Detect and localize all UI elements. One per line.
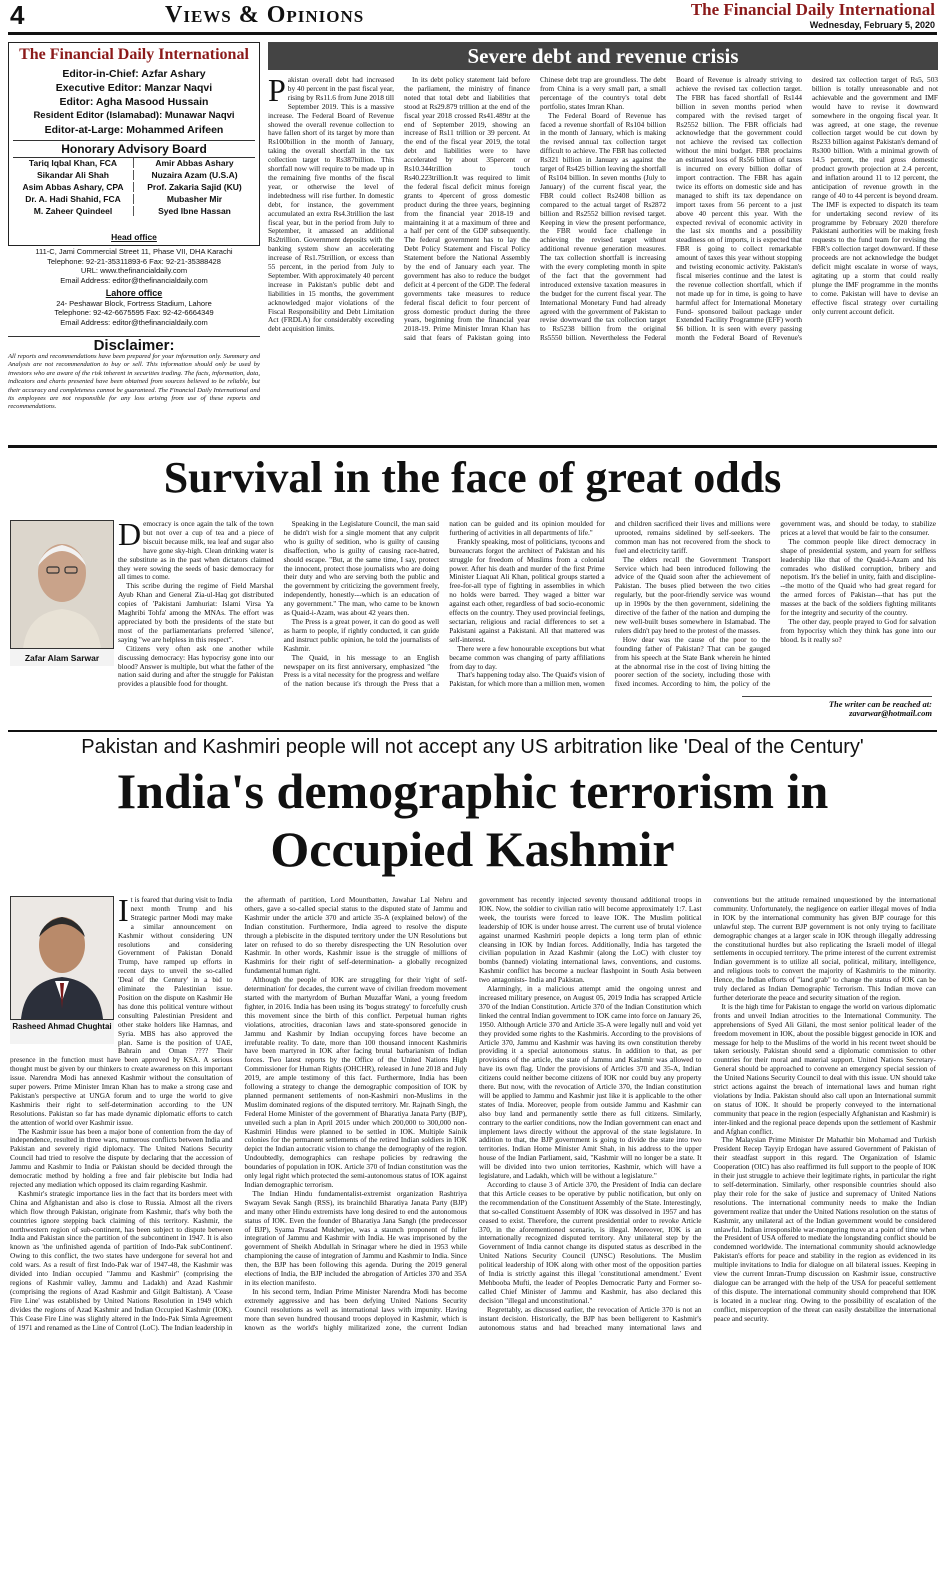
article-body <box>118 520 936 725</box>
article-paragraph: The Press is a great power, it can do good as well as harm to people, if rightly conducted, it can guide and instruct public opinion, he told the journalists of Kashmir. <box>283 616 440 653</box>
article-paragraph: How dear was the cause of the poor to the founding father of Pakistan? That can be gauged from his speech at the State Bank wherein he hinted at the abnormal rise in the cost of living hitting the poorer section of the society, including those with fixed incomes. According to him, the policy of the government was, and should be today, to stabilize prices at a level that would be fair to the consumer. <box>614 520 936 689</box>
article-paragraph: Democracy is once again the talk of the town but not over a cup of tea and a piece of biscuit because milk, tea leaf and sugar also have gone sky-high. Clean drinking water is the substitute as in the past when dictators claimed they were sowing the seeds of basic democracy for all times to come. <box>118 520 274 582</box>
article-headline-line-2: Occupied Kashmir <box>270 821 675 877</box>
article-paragraph: The Indian Hindu fundamentalist-extremist organization Rashtriya Swayam Sevak Sangh (RSS), its brainchild Bharatiya Janata Party (BJP) and many other Hindu extremists have long desired to end the autonomous status of IOK. Even the founder of Bharatiya Jana Sangh (the predecessor of BJP), Syama Prasad Mukherjee, was a staunch proponent of fuller integration of Jammu and Kashmir with India. He was imprisoned by the government of Sheikh Abdullah in Srinagar where he died in 1953 while championing the cause of integration of Jammu and Kashmir to India. Since then, the BJP has been following this agenda. During the 2019 general elections of India, the BJP included the abrogation of Articles 370 and 35A in its election manifesto. <box>244 1188 467 1287</box>
article-paragraph: Although the people of IOK are struggling for their 'right of self-determination' for decades, the current wave of civilian freedom movement started with the martyrdom of Burhan Muzaffar Wani, a young freedom fighter, in 2016. India has been using its 'bogus strategy' to forcefully crush this movement since the birth of this conflict. Perpetual human rights violations, atrocities, draconian laws and state-sponsored genocide in Jammu and Kashmir by Indian occupying forces have become an irrefutable reality. To date, more than 100 thousand innocent Kashmiris have been martyred in IOK after facing brutal barbarianism of Indian forces. Two latest reports by the Office of the United Nations High Commissioner for Human Rights (OHCHR), released in June 2018 and July 2019, are ample testimony of this fact. Furthermore, India has been following a strategy to change the demographic composition of IOK by planned permanent settlements of non-Kashmiri non-Muslims in the Muslim dominated regions of the disputed territory. Mr. Rajnath Singh, the Federal Home Minister of the government of Bharatiya Janata Party (BJP), unveiled such a plan in April 2015 under which 200,000 to 300,000 non-Kashmiri Hindus were planned to be settled in IOK. Multiple Sainik colonies for the permanent settlements of the retired Indian soldiers in IOK depict the Indian autocratic vision to change the demography of the region. Undoubtedly, demographics can reshape policies by redrawing the boundaries of population in IOK. Article 370 of Indian constitution was the only legal right which protected the semi-autonomous status of IOK against Indian demographic terrorism. <box>244 975 467 1189</box>
author-photo <box>10 520 114 666</box>
advisory-board-title: Honorary Advisory Board <box>13 140 255 158</box>
section-divider <box>8 730 937 732</box>
editorial-headline: Severe debt and revenue crisis <box>268 42 938 70</box>
masthead-logo: The Financial Daily International <box>19 46 249 63</box>
advisory-member: Nuzaira Azam (U.S.A) <box>151 170 238 180</box>
article-paragraph: The Malaysian Prime Minister Dr Mahathir bin Mohamad and Turkish President Recep Tayyip Erdogan have assured Government of Pakistan of their steadfast support in this regard. The Organization of Islamic Cooperation (OIC) has also reaffirmed its full support to the people of IOK in their just struggle to achieve their legitimate rights, in particular the right to self-determination. Similarly, other responsible countries should also play their role for the sake of justice and supremacy of United Nations resolutions. The international community needs to make the Indian government realize that under the United Nations resolution on the status of Kashmir, any unilateral act of the Indian government would be considered unlawful. Indian irresponsible war-mongering move at a point of time when the President of USA offered to mediate the longstanding conflict should be condemned worldwide. The international community should acknowledge Pakistan's efforts for peace and stability in the region as evidenced in its multiple invitations to India for dialogue on all bilateral issues. Keeping in view the current Imran-Trump discussion on Kashmir issue, constructive dialogue can be arranged with the help of the USA for peaceful settlement of this dispute. The international community should comprehend that IOK is located in a nuclear ring. Owing to the possibility of escalation of the conflict, misperception of the threat can easily destabilize the international peace and security. <box>713 1135 936 1323</box>
masthead-box <box>8 42 260 246</box>
article-body <box>10 896 936 1566</box>
newspaper-name: The Financial Daily International <box>690 0 935 19</box>
writer-contact-note: The writer can be reached at: <box>742 696 932 709</box>
lahore-office-line: Telephone: 92-42-6675595 Fax: 92-42-6664349 <box>54 308 214 317</box>
head-office-line: URL: www.thefinancialdaily.com <box>80 266 188 275</box>
staff-editor-at-large: Editor-at-Large: Mohammed Arifeen <box>44 124 224 136</box>
advisory-member: Sikandar Ali Shah <box>13 170 134 180</box>
article-paragraph: It is feared that during visit to India next month Trump and his Strategic partner Modi may make a similar announcement on Kashmir without considering UN resolutions and considering Government of Pakistan Donald Trump, have ramped up efforts in recent days to unveil the so-called 'Deal of the Century' in a bid to eliminate the Palestinian issue. Position on the dispute on Kashmir He has done this political venture without consulting Palestinian President and other stake holders like Hamnas, and Syria. MBS has also approved the plan. Same is the position of UAE, Bahrain and Oman ???? Their presence in the function must have been approved by KSA. A serious thought must be given by our thinkers to create awareness on this important issue. Narendra Modi has annexed Kashmir without the consultation of super powers. Prime Minister Imran Khan has to make a strong case and Pakistan's perspective at UNGA forum and to urge the world to give Kashmiris their right to self-determination according to the UN Resolutions. Pakistan so far has made dynamic diplomatic efforts to catch the attention of world over Kashmir issue. <box>10 896 233 1127</box>
head-office-line: Email Address: editor@thefinancialdaily.com <box>60 275 208 285</box>
staff-executive-editor: Executive Editor: Manzar Naqvi <box>55 82 213 94</box>
article-paragraph: According to clause 3 of Article 370, the President of India can declare that this Article ceases to be operative by public notification, but only on the recommendation of the Constituent Assembly of the State. Interestingly, that so-called Constituent Assembly of IOK was dissolved in 1957 and has ceased to exist. Therefore, the current presidential order to revoke Article 370, in the aforementioned scenario, is illegal. Moreover, IOK is an internationally recognized disputed territory. Any unilateral step by the Government of India cannot change its disputed status as described in the United Nations Security Council (UNSC) Resolutions. The Muslim political leadership of IOK along with other most of the opposition parties of India is strictly against this illegal 'constitutional amendment.' Event Mehbooba Mufti, the leader of Peoples Democratic Party and Former so-called Chief Minister of Jammu and Kashmir, has also declared this decision "illegal and unconstitutional." <box>479 1180 702 1305</box>
article-paragraph: The elders recall the Government Transport Service which had been introduced following the advice of the Quaid soon after the achievement of Pakistan. The buses plied between the two cities regularly, but the poor-friendly service was wound up in 1990s by the then government, sidelining the directive of the father of the nation and dumping the new well-built buses somewhere in Islamabad. The rulers didn't pay heed to the protest of the masses. <box>614 554 771 635</box>
author-portrait-image <box>11 521 113 649</box>
editorial-paragraph: The Federal Board of Revenue has faced a revenue shortfall of Rs104 billion in the month of January, which is making the revised annual tax collection target difficult to achieve. The FBR has collected Rs321 billion in January as against the target of Rs425 billion leaving the shortfall of Rs104 billion. In seven months (July to January) of the current fiscal year, the FBR could collect Rs2408 billion as compared to the actual target of Rs2872 billion and Rs2552 billion revised target. Keeping in view the present performance, the FBR would face challenge in achieving the revised target without additional revenue generation measures. The tax collection shortfall is increasing with the every completing month in spite of the fact that the government had introduced extensive taxation measures in the budget for the current fiscal year. The International Monetary Fund had already agreed with the government of Pakistan to revise downward the tax collection target to Rs5238 billion from the original Rs5550 billion. Nevertheless the Federal Board of Revenue is already striving to achieve the revised tax collection target. The FBR has faced shortfall of Rs144 billion in seven months period when compared with the revised target of Rs2552 billion. The FBR officials had acknowledge that the government could not achieve the revised tax collection without the mini budget. FBR proclaims an estimated loss of Rs56 billion of taxes is incurred on every billion dollar of import contraction. The FBR has again twice its efforts on domestic side and has managed to shift its tax dependance on import taxes from 56 percent to a just above 40 percent this year. With the expected revival of economic activity in the last six months and a possibility steadiness on of imports, it is expected that FBR is going to collect remarkable amount of taxes this year without stopping and twisting economic activity. Pakistan's fiscal miseries continue and the latest is the revenue collection shortfall, which if not made up for in time, is going to have harmful affect for International Monetary Fund- sponsored bailout package under Extended Facility Programme (EFF) worth $6 billion. It is seen with every passing month the Federal Board of Revenue's desired tax collection target of Rs5, 503 billion is totally unreasonable and not achievable and the government and IMF would have to revise it downward somewhere in the ongoing fiscal year. It was agreed, at one stage, the revenue collection target would be cut down by Rs233 billion against Pakistan's demand of Rs300 billion. With a minimal growth of 14.5 percent, the real gross domestic product growth projection at 2.4 percent, and inflation around 11 to 12 percent, the anticipation of revenue growth in the range of 40 to 44 percent is beyond dream. The IMF is expected to dispatch its team for undertaking second review of its programme by February 2020 therefore Pakistani authorities will be making fresh requests to the fund team for revising the FBR's collection target downward. If these proceeds are not acknowledge the budget deficit might escalate in worse of ways, agitating up a storm that could really plunge the IMF programme in the months to come. Pakistan will have to devise an effective fiscal strategy over curtailing only current account deficit. <box>540 76 938 343</box>
office-addresses <box>8 247 260 337</box>
editorial-paragraph: Pakistan overall debt had increased by 40 percent in the past fiscal year, rising by Rs11.6 from June 2018 till September 2019. This is a massive increase. The Federal Board of Revenue showed the overall revenue collection to have fallen short of its target by more than Rs100billion in the month of January, taking the overall shortfall in the tax collection target to Rs387billion. This shortfall now will require to be made up in the remaining five months of the fiscal year, or otherwise the level of indebtedness will rise further. In domestic debt, for instance, the government accumulated an extra Rs4.3trillion the last fiscal year, but in the period from July to September, it amassed an additional Rs2trillion. Government deposits with the banking system show an accelerating increase of Rs1.75trillion, or excess than 55 percent, in the period from July to September. With approximately 40 percent increase in Pakistan's public debt and liabilities in 15 months, the government acknowledged major violations of the Fiscal Responsibility and Debt Limitation Act (FRDLA) for considerably exceeding debt acquisition limits. <box>268 76 394 334</box>
page-number: 4 <box>10 0 25 30</box>
article-paragraph: There were a few honourable exceptions but what became common was changing of party affiliations from day to day. <box>449 643 605 671</box>
article-paragraph: Citizens very often ask one another while discussing democracy: Has hypocrisy gone into our blood? Answer is multiple, but what the father of the nation said during and after the struggle for Pakistan provides a plausible food for thought. <box>118 643 274 689</box>
advisory-member: Syed Ibne Hassan <box>158 206 231 216</box>
advisory-member: Dr. A. Hadi Shahid, FCA <box>13 194 134 204</box>
staff-editor: Editor: Agha Masood Hussain <box>59 96 209 108</box>
editorial-body <box>268 76 938 440</box>
section-divider <box>8 445 937 448</box>
article-kicker: Pakistan and Kashmiri people will not accept any US arbitration like 'Deal of the Century' <box>81 736 864 758</box>
lahore-office-line: 24- Peshawar Block, Fortress Stadium, Lahore <box>56 298 212 308</box>
article-paragraph: Regrettably, as discussed earlier, the revocation of Article 370 is not an instant decision. Historically, the BJP has been belligerent to Kashmir's autonomous status and had breached many international laws and conventions but the attitude remained unquestioned by the international community. Unfortunately, the negligence on earlier illegal moves of India in IOK by the international community has given BJP courage for this unlawful step. The current BJP government is not only trying to facilitate demographic changes at a larger scale in IOK through illegally addressing the constitutional hurdles but also replicating the Israeli model of illegal settlements in occupied territory. The prime interest of the current extremist Indian government is to utilize all social, political, military, intelligence, and religious tools to convert the majority of Kashmiris to the minority. Hence, the Indian efforts of "land grab" to change the status of IOK can be truly declared as Indian Demographic Terrorism. This Indian move can further deteriorate the peace and security situation of the region. <box>479 896 936 1332</box>
editorial-paragraph: In its debt policy statement laid before the parliament, the ministry of finance noted that total debt and liabilities that stood at Rs29.879 trillion at the end of the fiscal year 2018 crossed Rs41.489tr at the end of September 2019, showing an increase of Rs11 trillion or 39 percent. At the end of the fiscal year 2019, the total debt and liabilities were to have accelerated by about 35percent or Rs10.344trillion to touch Rs40.223trillion.It was required to limit the federal fiscal deficit minus foreign grants to 4percent of gross domestic product during the three years, beginning from the financial year 2018-19 and maintaining it at a maximum of three and a half per cent of the GDP subsequently. The federal government has to lay the Debt Policy Statement and Fiscal Policy Statement before the National Assembly by the end of January each year. The government has also to reduce the budget deficit at 4 percent of the GDP. The federal governments take measures to reduce federal fiscal deficit to four percent of gross domestic product during the three years, beginning from the financial year 2018-19. Prime Minister Imran Khan has said that fears of Pakistan going into Chinese debt trap are groundless. The debt from China is a very small part, a small percentage of the country's total debt portfolio, states Imran Khan. <box>404 76 666 343</box>
article-paragraph: Speaking in the Legislature Council, the man said he didn't wish for a single moment that any culprit who is guilty of sedition, who is guilty of causing disaffection, who is guilty of causing race-hatred, should escape. "But, at the same time, I say, protect the innocent, protect those journalists who are doing their duty and who are serving both the public and the government by criticizing the government freely, independently, honestly---which is an education of any government." The man, who came to be known as Quaid-i-Azam, was about 42 years then. <box>283 520 440 618</box>
advisory-member: M. Zaheer Quindeel <box>13 206 134 216</box>
article-paragraph: That's happening today also. The Quaid's vision of Pakistan, for which more than a million men, women and children sacrificed their lives and millions were uprooted, remains sidelined by self-seekers. The common man has not recovered from the shock to fuel and electricity tariff. <box>449 520 771 689</box>
section-title: Views & Opinions <box>165 2 365 28</box>
article-headline-line-1: India's demographic terrorism in <box>116 763 829 819</box>
article-paragraph: Alarmingly, in a malicious attempt amid the ongoing unrest and increased military presence, on August 05, 2019 India has scrapped Article 370 of the Indian Constitution. Article 370 of the Indian Constitution which linked the central Indian government to IOK came into force on January 26, 1950. Although Article 370 and Article 35-A were legally null and void yet they provided some rights to the Kashmiris. According to the provisions of Article 370, Jammu and Kashmir was having its own constitution thereby providing it a special autonomous status. In addition to that, as per provisions of the article, the state of Jammu and Kashmir was allowed to have its own flag. Under the provisions of Articles 370 and 35-A, Indian citizens could neither become citizens of IOK nor could buy any property there. But now, with the revocation of Article 370, the Indian constitution will be applied to Jammu and Kashmir just like it is applicable to the other states of India. Moreover, people from outside Jammu and Kashmir can also buy land and permanently settle there as full citizens. Similarly, contrary to the earlier conditions, now the Indian government can enact and implement laws directly without the approval of the state legislature. In addition to that, the BJP government is going to divide the state into two territories. Indian Home Minister Amit Shah, in his address to the upper house of the Indian Parliament, said, "Kashmir will no longer be a state. It will be divided into two union territories, Kashmir, which will have a legislature, and Ladakh, which will be without a legislature." <box>479 984 702 1181</box>
advisory-member: Tariq Iqbal Khan, FCA <box>13 158 134 168</box>
article-paragraph: This scribe during the regime of Field Marshal Ayub Khan and General Zia-ul-Haq got distributed copies of 'Pakistani Jamhuriat: Islami Virsa Ya Maghribi Tohfa' among the MNAs. The effort was appreciated by both the presidents of the state but most of the parliamentarians preferred 'silence', saying "we are helpless in this respect". <box>118 581 274 644</box>
header-rule <box>8 32 937 35</box>
disclaimer-text: All reports and recommendations have been prepared for your information only. Summary and Analysis are not recommendation to buy or sell. This information should only be used by investors who are aware of the risk inherent in securities trading. The facts, information, data, indicators and charts presented have been obtained from sources believed to be reliable, but their accuracy and completeness cannot be guaranteed. The Financial Daily International and its employees are not responsible for any loss arising from use of these reports and recommendations. <box>8 353 260 411</box>
author-name: Rasheed Ahmad Chughtai <box>10 1019 114 1044</box>
advisory-member: Asim Abbas Ashary, CPA <box>13 182 134 192</box>
author-portrait-image <box>11 897 113 1019</box>
article-paragraph: The Kashmir issue has been a major bone of contention from the day of independence, resulted in three wars, numerous conflicts between India and Pakistan and severely rigid diplomacy. The United Nations Security Council had tried to resolve the dispute by declaring that the accession of Jammu and Kashmir to India or Pakistan should be decided through the democratic method by holding a free and fair plebiscite but India had rejected any mediation which opposed its claim regarding Kashmir. <box>10 1126 233 1189</box>
lahore-office-line: Email Address: editor@thefinancialdaily.com <box>60 317 208 327</box>
advisory-member: Mubasher Mir <box>166 194 223 204</box>
advisory-member: Prof. Zakaria Sajid (KU) <box>147 182 242 192</box>
article-paragraph: The Quaid, in his message to an English newspaper on its first anniversary, emphasized "the Press is a vital necessity for the progress and welfare of the nation because it's through the Press that a nation can be guided and its opinion moulded for furthering of activities in all departments of life." <box>283 520 605 689</box>
article-paragraph: It is the high time for Pakistan to engage the world on various diplomatic fronts and unveil Indian atrocities to the International Community. The apprehensions of Syed Ali Gilani, the most senior political leader of the freedom movement in IOK, about the possible biggest genocide in IOK and message for help to the Muslims of the world in his recent tweet should be taken seriously. Pakistan should send a diplomatic commission to other countries for their moral and material support. United Nations Secretary-General should be approached to convene an emergency special session of the United Nations Security Council to deal with this issue. UN should take strict actions against the breach of international laws and human right violations by India. Pakistan should also call upon an International summit on status of IOK. It should be properly conveyed to the international community that peace in the region (especially Afghanistan and Kashmir) is inter-linked and the regional peace depends upon the settlement of Kashmir and Afghan conflict. <box>713 1001 936 1136</box>
head-office-line: 111-C, Jami Commercial Street 11, Phase VII, DHA Karachi <box>35 247 233 256</box>
lahore-office-title: Lahore office <box>105 288 163 298</box>
author-name: Zafar Alam Sarwar <box>10 648 114 666</box>
advisory-member: Amir Abbas Ashary <box>155 158 234 168</box>
article-headline: Survival in the face of great odds <box>163 453 782 502</box>
staff-resident-editor: Resident Editor (Islamabad): Munawar Naqvi <box>33 110 235 121</box>
article-paragraph: Frankly speaking, most of politicians, tycoons and bureaucrats forgot the architect of Pakistan and his struggle for freedom of Muslims from a colonial power. After his death and murder of the first Prime Minister Liaquat Ali Khan, political groups started a free-for-all type of fighting in assemblies in which no holds were barred. They waged a bitter war against each other, regardless of bad socio-economic effects on the country. They used provincial feelings, sectarian, religious and racial differences to set a Pakistani against a Pakistani. All that mattered was self-interest. <box>449 536 605 644</box>
advisory-board-list <box>13 158 255 216</box>
writer-email: zavarwar@hotmail.com <box>849 708 932 718</box>
article-paragraph: Kashmir's strategic importance lies in the fact that its borders meet with China and Afghanistan and also is close to Russia. Almost all the rivers which flow through Pakistan, originate from Kashmir, that's why both the countries ignore stepping back claiming of this territory. Kashmir, the northwestern region of sub-continent, has been subject to dispute between India and Pakistan since the partition of the subcontinent in 1947. It is also known as 'the unfinished agenda of partition of Indo-Pak subContinent'. Owing to this conflict, the two states have undergone for several hot and cold wars. As a result of first Indo-Pak war of 1947-48, the Kashmir was divided into Indian occupied "Jammu and Kashmir" (comprising the regions of Kashmir valley, Jammu and Ladakh) and Azad Kashmir (comprising the regions of Azad Kashmir and Gilgit Baltistan). A 'Cease Fire Line' was established by United Nations Resolution in 1949 which divides the regions of Azad Kashmir and Indian Occupied Kashmir (IOK). This Cease Fire Line was slightly altered in the Indo-Pak Simla Agreement of 1971 and renamed as the Line of Control (LoC). The Indian leadership in the aftermath of partition, Lord Mountbatten, Jawahar Lal Nehru and others, gave a so-called special status to the disputed state of Jammu and Kashmir under the article 370 and article 35-A (explained below) of the Indian constitution. Furthermore, India agreed to resolve the dispute through a plebiscite in the disputed territory under the UN Resolutions but later on refused to do so thereby disrespecting the UN Resolution over Kashmir. In other words, Kashmir issue is the struggle of millions of Kashmiris for their right of self-determination- a globally recognized fundamental human right. <box>10 896 467 1332</box>
disclaimer-title: Disclaimer: <box>8 336 260 354</box>
head-office-line: Telephone: 92-21-35311893-6 Fax: 92-21-35388428 <box>47 256 221 266</box>
issue-date: Wednesday, February 5, 2020 <box>809 20 935 30</box>
article-paragraph: The other day, people prayed to God for salvation from hypocrisy which they think has gone into our blood. Is it really so? <box>780 616 936 644</box>
article-paragraph: In his second term, Indian Prime Minister Narendra Modi has become extremely aggressive and has been defying United Nations Security Council resolutions as well as international laws with impunity. Having more than seven hundred thousand troops deployed in Kashmir, which is known as the world's highly militarized zone, the current Indian government has recently injected seventy thousand additional troops in IOK. Now, the soldier to civilian ratio will become approximately 1:7. Last week, the tourists were forced to leave IOK. The Muslim political leadership of IOK is under house arrest. The current use of brutal violence against unarmed Kashmiri people depicts a long term plan of ethnic cleansing in IOK by Indian forces. Additionally, India has targeted the civilian population in Azad Kashmir (along the LoC) with cluster toy bombs (banned) violating international laws, conventions, and customs. Kashmir conflict has become a nuclear flashpoint in South Asia between two antagonists- India and Pakistan. <box>244 896 702 1332</box>
article-paragraph: The common people like direct democracy in shape of presidential system, and yearn for selfless leadership like that of the Quaid-i-Azam and his comrades who disliked corruption, bribery and nepotism. It's the belief in unity, faith and discipline---the motto of the Quaid who had great regard for the armed forces of Pakistan---that has put the masses at the back of the soldiers fighting militants for the integrity and security of the country. <box>780 536 936 618</box>
head-office-title: Head office <box>111 232 157 242</box>
staff-editor-in-chief: Editor-in-Chief: Azfar Ashary <box>62 68 206 80</box>
